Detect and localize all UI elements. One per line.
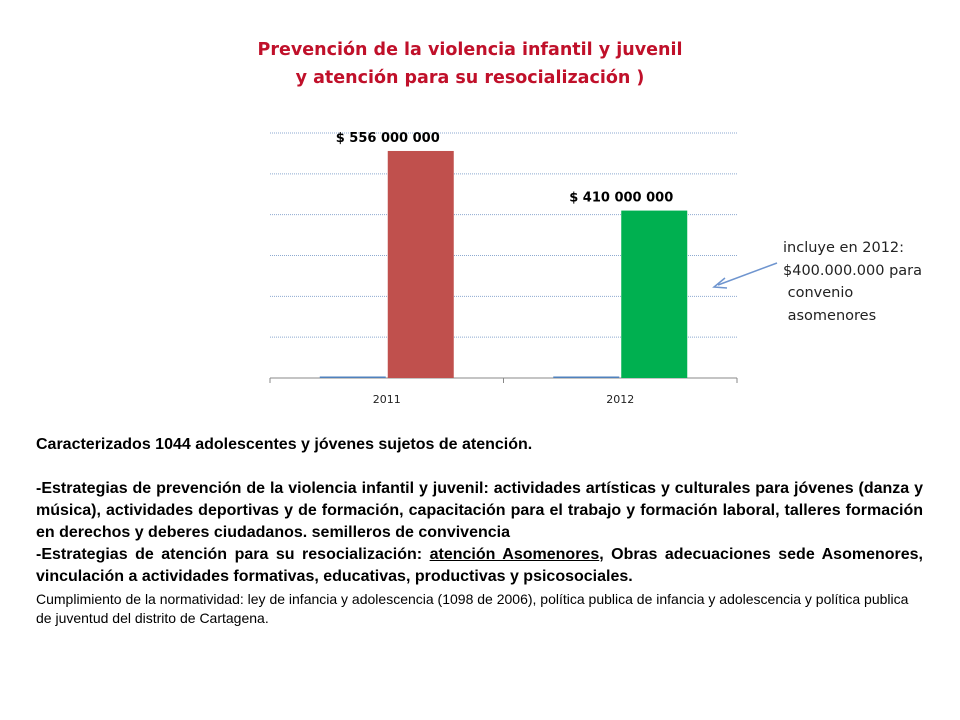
resocialization-intro: -Estrategias de atención para su resocialización: bbox=[36, 546, 430, 563]
annotation-note bbox=[783, 237, 953, 327]
annotation-line-1: incluye en 2012: bbox=[783, 240, 905, 256]
asomenores-link[interactable]: atención Asomenores bbox=[429, 546, 600, 563]
data-label-2012: $ 410 000 000 bbox=[569, 190, 674, 206]
annotation-arrow-shaft bbox=[718, 263, 777, 285]
summary-heading: Caracterizados 1044 adolescentes y jóvenes sujetos de atención. bbox=[36, 436, 533, 453]
chart-title-line-1: Prevención de la violencia infantil y juvenil bbox=[257, 40, 683, 60]
resocialization-strategies bbox=[36, 544, 923, 588]
resocialization-rest: , Obras adecuaciones sede Asomenores, vinculación a actividades formativas, educativas, productivas y psicosociales. bbox=[36, 546, 923, 585]
prevention-strategies: -Estrategias de prevención de la violencia infantil y juvenil: actividades artísticas y culturales para jóvenes (danza y música), actividades deportivas y de formación, capacitación para el trabajo y formación laboral, talleres formación en derechos y deberes ciudadanos. semilleros de convivencia bbox=[36, 480, 923, 541]
x-tick-label-2012: 2012 bbox=[606, 393, 635, 406]
regulation-note: Cumplimiento de la normatividad: ley de infancia y adolescencia (1098 de 2006), política publica de infancia y adolescencia y política publica de juventud del distrito de Cartagena. bbox=[36, 591, 909, 626]
bar-serie1-2012 bbox=[553, 377, 619, 379]
chart-title-line-2: y atención para su resocialización ) bbox=[295, 68, 645, 88]
bar-2012 bbox=[621, 211, 687, 378]
annotation-line-4: asomenores bbox=[783, 307, 877, 324]
bar-2011 bbox=[388, 151, 454, 378]
data-label-2011: $ 556 000 000 bbox=[335, 130, 440, 146]
description-text bbox=[36, 434, 923, 628]
x-tick-label-2011: 2011 bbox=[372, 393, 401, 406]
bar-serie1-2011 bbox=[320, 377, 386, 379]
annotation-line-2: $400.000.000 para bbox=[783, 262, 923, 279]
annotation-line-3: convenio bbox=[783, 285, 854, 301]
